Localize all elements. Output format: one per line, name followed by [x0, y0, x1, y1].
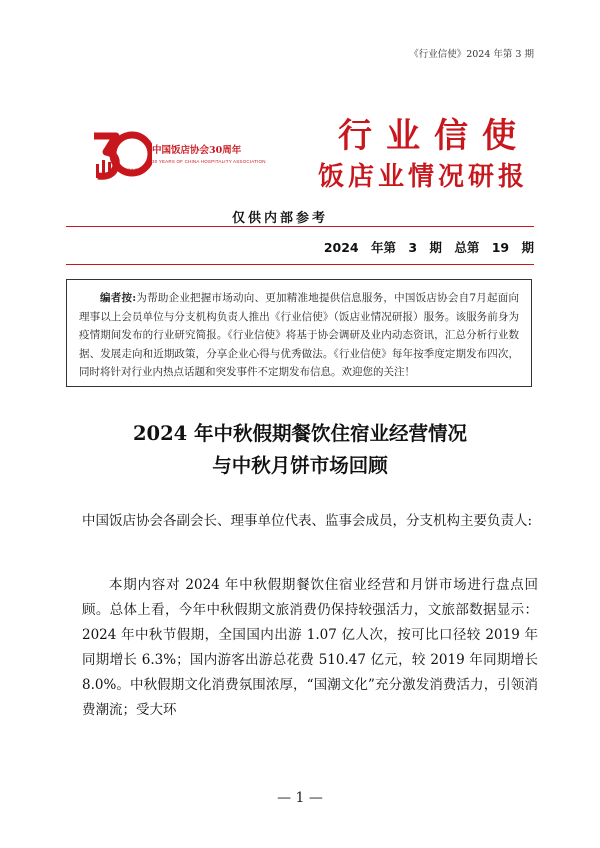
editor-note-box [66, 279, 532, 387]
anniversary-emblem-icon [88, 124, 152, 184]
running-header: 《行业信使》2024 年第 3 期 [409, 49, 534, 60]
masthead-subtitle: 饭店业情况研报 [317, 162, 528, 192]
masthead-divider-bottom [66, 264, 534, 265]
article-headline-line1: 2024 年中秋假期餐饮住宿业经营情况 [132, 422, 468, 445]
issue-number: 2024 年第 3 期 总第 19 期 [323, 240, 534, 255]
editor-note-text: 为帮助企业把握市场动向、更加精准地提供信息服务，中国饭店协会自7月起面向理事以上会员单位与分支机构负责人推出《行业信使》（饭店业情况研报）服务。该服务前身为疫情期间发布的行业研究简报。《行业信使》将基于协会调研及业内动态资讯，汇总分析行业数据、发展走向和近期政策，分享企业心得与优秀做法。《行业信使》每年按季度定期发布四次，同时将针对行业内热点话题和突发事件不定期发布信息。欢迎您的关注！ [79, 292, 519, 379]
association-logo [88, 124, 266, 184]
article-headline-line2: 与中秋月饼市场回顾 [212, 454, 388, 477]
internal-use-notice: 仅供内部参考 [232, 211, 329, 226]
logo-org-cn: 中国饭店协会30周年 [152, 145, 242, 156]
logo-years: 1994–2024 [122, 168, 146, 173]
page-number: — 1 — [277, 790, 323, 806]
logo-org-en: 30 YEARS OF CHINA HOSPITALITY ASSOCIATION [152, 159, 266, 164]
masthead-title: 行业信使 [338, 116, 530, 156]
masthead-divider-top [66, 226, 534, 227]
editor-note-label: 编者按: [100, 292, 137, 304]
editor-note [79, 289, 519, 382]
article-salutation: 中国饭店协会各副会长、理事单位代表、监事会成员，分支机构主要负责人: [82, 513, 533, 529]
article-body-paragraph: 本期内容对 2024 年中秋假期餐饮住宿业经营和月饼市场进行盘点回顾。总体上看，今年中秋假期文旅消费仍保持较强活力，文旅部数据显示：2024 年中秋节假期，全国国内出游 1.07 亿人次，按可比口径较 2019 年同期增长 6.3%；国内游客出游总花费 510.47 亿元，较 2019 年同期增长 8.0%。中秋假期文化消费氛围浓厚，“国潮文化”充分激发消费活力，引领消费潮流；受大环 [82, 577, 538, 718]
